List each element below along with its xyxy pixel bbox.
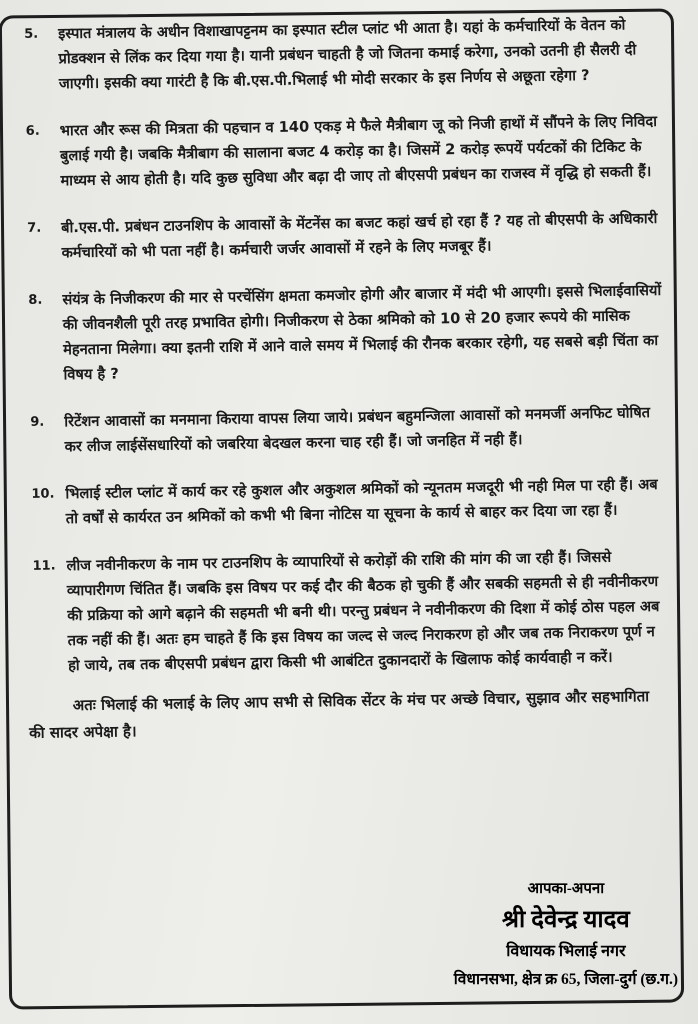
closing-paragraph: अतः भिलाई की भलाई के लिए आप सभी से सिविक सेंटर के मंच पर अच्छे विचार, सुझाव और सहभागिता की सादर अपेक्षा है। xyxy=(29,687,650,742)
list-item xyxy=(25,472,666,532)
item-number: 5. xyxy=(24,26,39,42)
item-text: इस्पात मंत्रालय के अधीन विशाखापट्टनम का इस्पात स्टील प्लांट भी आता है। यहां के कर्मचारियों के वेतन को प्रोडक्शन से लिंक कर दिया गया है। यानी प्रबंधन चाहती है जो जितना कमाई करेगा, उनको उतनी ही सैलरी दी जाएगी। इसकी क्या गारंटी है कि बी.एस.पी.भिलाई भी मोदी सरकार के इस निर्णय से अछूता रहेगा ? xyxy=(58,16,637,93)
list-item xyxy=(21,206,662,266)
item-text: बी.एस.पी. प्रबंधन टाउनशिप के आवासों के मेंटनेंस का बजट कहां खर्च हो रहा हैं ? यह तो बीएसपी के अधिकारी कर्मचारियों को भी पता नहीं है। कर्मचारी जर्जर आवासों में रहने के लिए मजबूर हैं। xyxy=(61,209,658,262)
item-text: रिटेंशन आवासों का मनमाना किराया वापस लिया जाये। प्रबंधन बहुमन्जिला आवासों को मनमर्जी अनफिट घोषित कर लीज लाईसेंसधारियों को जबरिया बेदखल करना चाह रही हैं। जो जनहित में नही हैं। xyxy=(64,404,651,456)
item-text: भारत और रूस की मित्रता की पहचान व 140 एकड़ मे फैले मैत्रीबाग जू को निजी हाथों में सौंपने के लिए निविदा बुलाई गयी है। जबकि मैत्रीबाग की सालाना बजट 4 करोड़ का है। जिसमें 2 करोड़ रूपयें पर्यटकों की टिकिट के माध्यम से आय होती है। यदि कुछ सुविधा और बढ़ा दी जाए तो बीएसपी प्रबंधन का राजस्व में वृद्धि हो सकती हैं। xyxy=(59,112,658,190)
item-text: संयंत्र के निजीकरण की मार से परचेंसिंग क्षमता कमजोर होगी और बाजार में मंदी भी आएगी। इससे भिलाईवासियों की जीवनशैली पूरी तरह प्रभावित होगी। निजीकरण से ठेका श्रमिको को 10 से 20 हजार रूपये की मासिक मेहनताना मिलेगा। क्या इतनी राशि में आने वाले समय में भिलाई की रौनक बरकार रहेगी, यह सबसे बड़ी चिंता का विषय है ? xyxy=(62,281,662,384)
signatory-title: विधायक भिलाई नगर xyxy=(506,943,626,960)
signature-block xyxy=(454,876,678,994)
item-number: 9. xyxy=(30,414,45,430)
signature-regards: आपका-अपना xyxy=(527,881,605,897)
item-number: 7. xyxy=(27,220,42,236)
item-number: 10. xyxy=(31,486,55,502)
list-item xyxy=(20,109,661,194)
list-item xyxy=(22,278,663,388)
signatory-constituency: विधानसभा, क्षेत्र क्र 65, जिला-दुर्ग (छ.ग.) xyxy=(453,971,678,988)
item-text: भिलाई स्टील प्लांट में कार्य कर रहे कुशल और अकुशल श्रमिकों को न्यूनतम मजदूरी भी नही मिल पा रही हैं। अब तो वर्षों से कार्यरत उन श्रमिकों को कभी भी बिना नोटिस या सूचना के कार्य से बाहर कर दिया जा रहा हैं। xyxy=(65,476,658,528)
signatory-name: श्री देवेन्द्र यादव xyxy=(502,907,630,933)
item-number: 8. xyxy=(28,292,43,308)
item-number: 11. xyxy=(32,558,56,574)
list-item xyxy=(18,12,659,97)
list-item xyxy=(26,544,668,679)
item-number: 6. xyxy=(25,123,40,139)
list-item xyxy=(24,400,665,460)
item-text: लीज नवीनीकरण के नाम पर टाउनशिप के व्यापारियों से करोड़ों की राशि की मांग की जा रही हैं। जिससे व्यापारीगण चिंतित हैं। जबकि इस विषय पर कई दौर की बैठक हो चुकी हैं और सबकी सहमती से ही नवीनीकरण की प्रक्रिया को आगे बढ़ाने की सहमती भी बनी थी। परन्तु प्रबंधन ने नवीनीकरण की दिशा में कोई ठोस पहल अब तक नहीं की हैं। अतः हम चाहते हैं कि इस विषय का जल्द से जल्द निराकरण हो और जब तक निराकरण पूर्ण न हो जाये, तब तक बीएसपी प्रबंधन द्वारा किसी भी आबंटित दुकानदारों के खिलाफ कोई कार्यवाही न करें। xyxy=(66,548,660,675)
document-body xyxy=(18,12,669,747)
